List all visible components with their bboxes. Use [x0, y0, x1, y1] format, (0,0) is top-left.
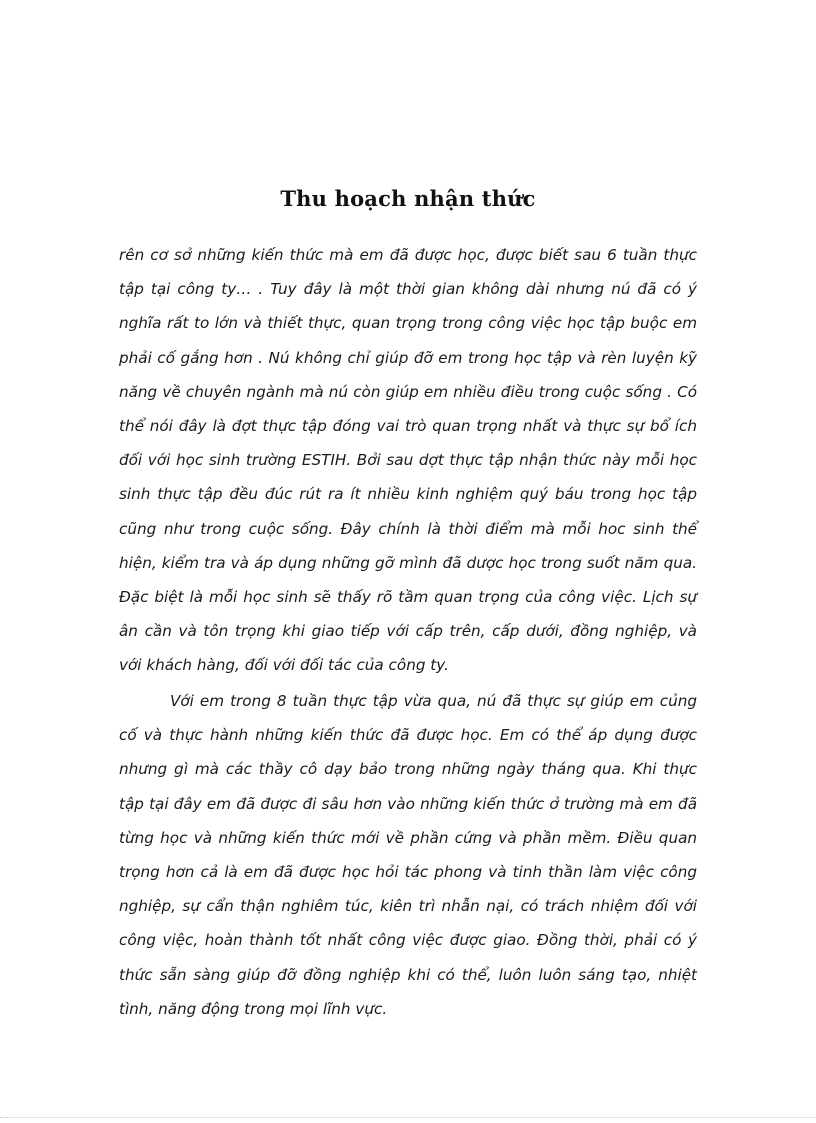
- paragraph-internship-experience: Với em trong 8 tuần thực tập vừa qua, nú đã thực sự giúp em củng cố và thực hành những kiến thức đã được học. Em có thể áp dụng được nhưng gì mà các thầy cô dạy bảo trong những ngày tháng qua. Khi thực tập tại đây em đã được đi sâu hơn vào những kiến thức ở trường mà em đã từng học và những kiến thức mới về phần cứng và phần mềm. Điều quan trọng hơn cả là em đã được học hỏi tác phong và tinh thần làm việc công nghiệp, sự cẩn thận nghiêm túc, kiên trì nhẫn nại, có trách nhiệm đối với công việc, hoàn thành tốt nhất công việc được giao. Đồng thời, phải có ý thức sẵn sàng giúp đỡ đồng nghiệp khi có thể, luôn luôn sáng tạo, nhiệt tình, năng động trong mọi lĩnh vực.: [119, 692, 697, 1018]
- page-bottom-divider: [0, 1117, 816, 1118]
- page-title: Thu hoạch nhận thức: [280, 186, 536, 211]
- paragraph-intro: rên cơ sở những kiến thức mà em đã được học, được biết sau 6 tuần thực tập tại công ty… . Tuy đây là một thời gian không dài nhưng nú đã có ý nghĩa rất to lớn và thiết thực, quan trọng trong công việc học tập buộc em phải cố gắng hơn . Nú không chỉ giúp đỡ em trong học tập và rèn luyện kỹ năng về chuyên ngành mà nú còn giúp em nhiều điều trong cuộc sống . Có thể nói đây là đợt thực tập đóng vai trò quan trọng nhất và thực sự bổ ích đối với học sinh trường ESTIH. Bởi sau dợt thực tập nhận thức này mỗi học sinh thực tập đều đúc rút ra ít nhiều kinh nghiệm quý báu trong học tập cũng như trong cuộc sống. Đây chính là thời điểm mà mỗi hoc sinh thể hiện, kiểm tra và áp dụng những gỡ mình đã dược học trong suốt năm qua. Đặc biệt là mỗi học sinh sẽ thấy rõ tầm quan trọng của công việc. Lịch sự ân cần và tôn trọng khi giao tiếp với cấp trên, cấp dưới, đồng nghiệp, và với khách hàng, đối với đối tác của công ty.: [119, 246, 697, 675]
